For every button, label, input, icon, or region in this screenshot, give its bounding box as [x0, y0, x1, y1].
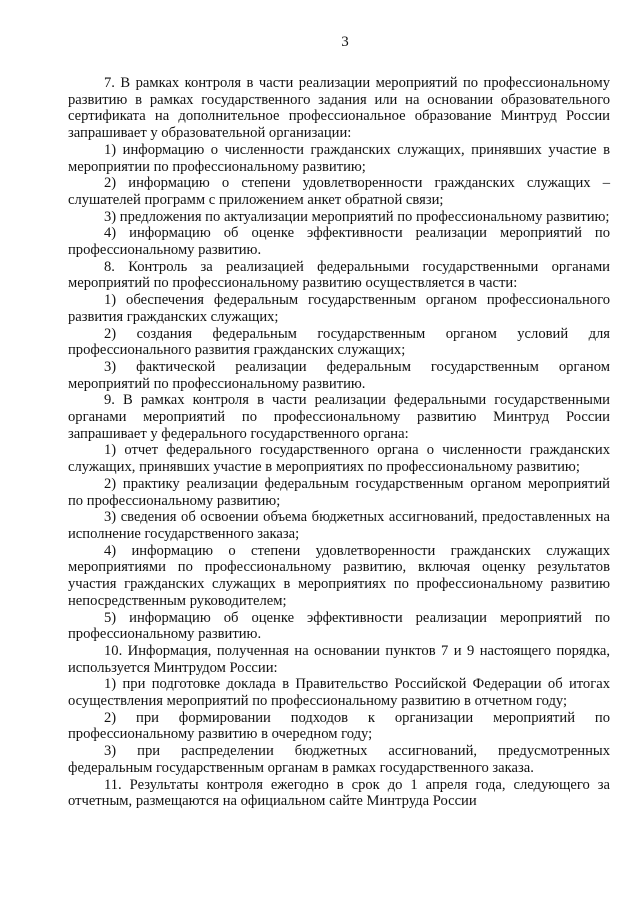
paragraph-11: 11. Результаты контроля ежегодно в срок до 1 апреля года, следующего за отчетным, размещаются на официальном сайте Минтруда России — [68, 776, 610, 810]
paragraph-9-item-2: 2) практику реализации федеральным государственным органом мероприятий по профессиональному развитию; — [68, 475, 610, 509]
page-number: 3 — [341, 34, 349, 50]
paragraph-7-item-4: 4) информацию об оценке эффективности реализации мероприятий по профессиональному развитию. — [68, 225, 610, 259]
paragraph-9-item-5: 5) информацию об оценке эффективности реализации мероприятий по профессиональному развитию. — [68, 609, 610, 643]
document-body — [68, 75, 610, 810]
paragraph-10-item-2: 2) при формировании подходов к организации мероприятий по профессиональному развитию в очередном году; — [68, 709, 610, 743]
paragraph-8-item-2: 2) создания федеральным государственным органом условий для профессионального развития гражданских служащих; — [68, 325, 610, 359]
paragraph-10-item-3: 3) при распределении бюджетных ассигнований, предусмотренных федеральным государственным органам в рамках государственного заказа. — [68, 743, 610, 776]
paragraph-8-item-3: 3) фактической реализации федеральным государственным органом мероприятий по профессиональному развитию. — [68, 358, 610, 392]
paragraph-9: 9. В рамках контроля в части реализации федеральными государственными органами мероприятий по профессиональному развитию Минтруд России запрашивает у федерального государственного органа: — [68, 392, 610, 442]
paragraph-10-item-1: 1) при подготовке доклада в Правительство Российской Федерации об итогах осуществления мероприятий по профессиональному развитию в отчетном году; — [68, 676, 610, 710]
paragraph-8-item-1: 1) обеспечения федеральным государственным органом профессионального развития гражданских служащих; — [68, 292, 610, 325]
paragraph-7: 7. В рамках контроля в части реализации мероприятий по профессиональному развитию в рамках государственного задания или на основании образовательного сертификата на дополнительное профессиональное образование Минтруд России запрашивает у образовательной организации: — [68, 75, 610, 142]
paragraph-9-item-4: 4) информацию о степени удовлетворенности гражданских служащих мероприятиями по профессиональному развитию, включая оценку результатов участия гражданских служащих в мероприятиях по профессиональному развитию непосредственным руководителем; — [68, 542, 610, 609]
paragraph-7-item-1: 1) информацию о численности гражданских служащих, принявших участие в мероприятии по профессиональному развитию; — [68, 141, 610, 175]
paragraph-8: 8. Контроль за реализацией федеральными государственными органами мероприятий по профессиональному развитию осуществляется в части: — [68, 258, 610, 292]
paragraph-9-item-1: 1) отчет федерального государственного органа о численности гражданских служащих, принявших участие в мероприятиях по профессиональному развитию; — [68, 442, 610, 476]
paragraph-7-item-2: 2) информацию о степени удовлетворенности гражданских служащих – слушателей программ с приложением анкет обратной связи; — [68, 175, 610, 208]
paragraph-10: 10. Информация, полученная на основании пунктов 7 и 9 настоящего порядка, используется Минтрудом России: — [68, 642, 610, 676]
paragraph-9-item-3: 3) сведения об освоении объема бюджетных ассигнований, предоставленных на исполнение государственного заказа; — [68, 509, 610, 542]
paragraph-7-item-3: 3) предложения по актуализации мероприятий по профессиональному развитию; — [104, 208, 610, 225]
